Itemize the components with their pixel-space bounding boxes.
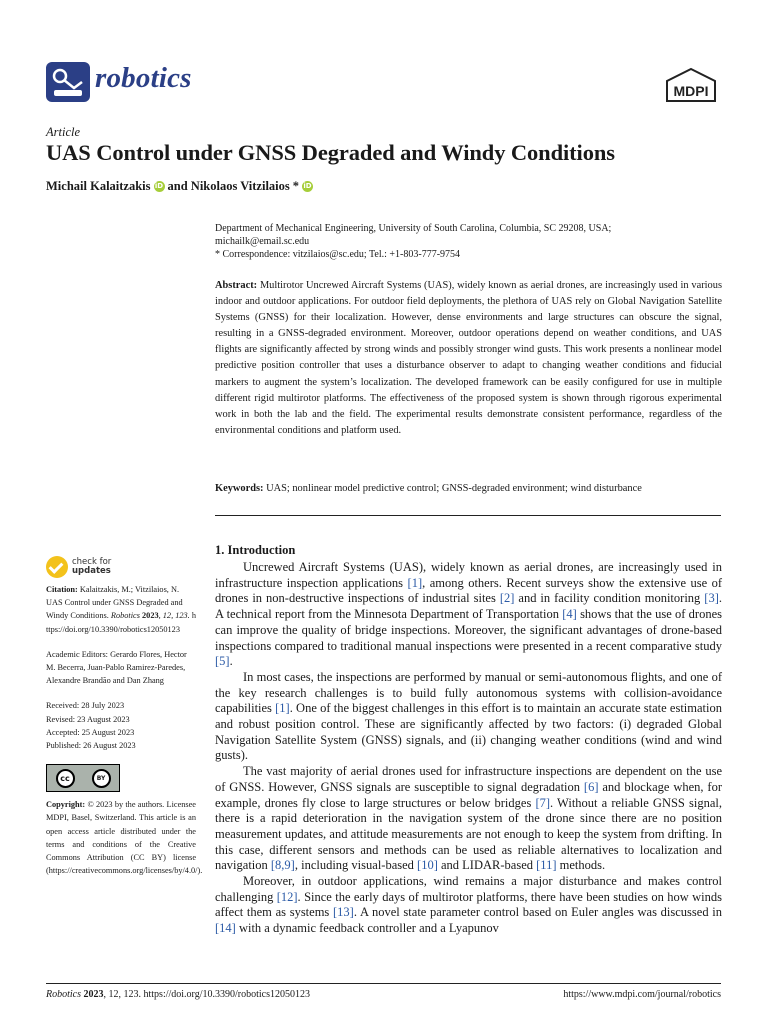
paragraph-text: and in facility condition monitoring	[514, 591, 705, 606]
journal-logo-icon	[46, 62, 90, 102]
reference-link[interactable]: [14]	[215, 921, 236, 936]
by-person-icon: BY	[92, 769, 111, 788]
paragraph-text: Uncrewed Aircraft Systems (UAS), widely known as aerial drones, are increasingly used in infrastructure inspection applications	[215, 560, 722, 590]
paragraph	[215, 874, 722, 937]
reference-link[interactable]: [5]	[215, 654, 230, 669]
reference-link[interactable]: [12]	[276, 889, 298, 904]
copyright-label: Copyright:	[46, 800, 86, 810]
updates-label: updates	[72, 566, 111, 576]
reference-link[interactable]: [13]	[332, 905, 354, 920]
paragraph-text: . One of the biggest challenges in this effort is to maintain an accurate state estimation and robust position control. These are significantly affected by two factors: (i) degraded Global Navigation Satellite System (GNSS) signals, and (ii) changing weather conditions (wind and wind gusts).	[215, 701, 723, 763]
paragraph-text: . Since the early days of multirotor platforms, there have been studies on how winds affect them as systems	[215, 889, 722, 920]
keywords-label: Keywords:	[215, 483, 264, 494]
keywords	[215, 483, 725, 494]
paragraph-text: . A technical report from the Minnesota Department of Transportation	[215, 591, 722, 622]
received-date: Received: 28 July 2023	[46, 701, 125, 711]
article-title: UAS Control under GNSS Degraded and Windy Conditions	[46, 140, 615, 165]
citation-text: Kalaitzakis, M.; Vitzilaios, N. UAS Control under GNSS Degraded and Windy Conditions.	[46, 585, 183, 621]
paragraph-text: methods.	[556, 858, 606, 873]
editors-text: Gerardo Flores, Hector M. Becerra, Juan-Pablo Ramirez-Paredes, Alexandre Brandão and Dan Zhang	[46, 649, 187, 686]
paragraph-text: .	[229, 654, 233, 669]
check-icon	[46, 556, 68, 578]
reference-link[interactable]: [10]	[417, 858, 438, 873]
affiliation-dept: Department of Mechanical Engineering, University of South Carolina, Columbia, SC 29208, USA;	[215, 223, 612, 234]
editors-label: Academic Editors:	[46, 649, 108, 659]
reference-link[interactable]: [6]	[583, 779, 599, 794]
cc-by-license-badge[interactable]	[46, 764, 120, 792]
cc-icon: cc	[56, 769, 75, 788]
paragraph-text: shows that the use of drones can improve the quality of bridge inspections. Moreover, the significant advantages of drone-based inspections compared to traditional manual inspections were presented in a recent comparative study	[215, 607, 722, 653]
reference-link[interactable]: [1]	[275, 701, 290, 716]
author-name[interactable]: Michail Kalaitzakis	[46, 179, 151, 193]
reference-link[interactable]: [3]	[704, 591, 719, 606]
paragraph-text: and blockage when, for example, drones fly close to large structures or below bridges	[215, 779, 722, 810]
footer-journal: Robotics	[46, 989, 81, 1000]
orcid-icon[interactable]: iD	[154, 182, 164, 190]
paragraph-text: . A novel state parameter control based on Euler angles was discussed in	[353, 905, 722, 920]
abstract-label: Abstract:	[215, 280, 258, 291]
citation-year: 2023	[142, 611, 159, 621]
keywords-text: UAS; nonlinear model predictive control; GNSS-degraded environment; wind disturbance	[266, 483, 642, 494]
divider	[46, 983, 721, 984]
footer-doi[interactable]: , 12, 123. https://doi.org/10.3390/robotics12050123	[103, 989, 310, 1000]
footer-year: 2023	[83, 989, 104, 1000]
reference-link[interactable]: [7]	[535, 795, 551, 810]
reference-link[interactable]: [8,9]	[270, 858, 295, 873]
paragraph-text: and LIDAR-based	[437, 858, 537, 873]
paragraph-text: with a dynamic feedback controller and a Lyapunov	[235, 921, 499, 936]
paragraph	[215, 764, 722, 874]
reference-link[interactable]: [2]	[499, 591, 515, 606]
paragraph-text: . Without a reliable GNSS signal, there is a rapid deterioration in the navigation system of the drone since there are no position measurement updates, and attitude measurements are not enough to keep the system from drifting. In this case, different sensors and methods can be used as reliable alternatives to localization and navigation	[215, 795, 722, 873]
orcid-icon[interactable]: iD	[303, 182, 312, 190]
reference-link[interactable]: [11]	[536, 858, 557, 873]
author-name[interactable]: and Nikolaos Vitzilaios	[167, 179, 290, 193]
abstract	[215, 278, 722, 439]
corresponding-mark: *	[292, 179, 300, 193]
citation-journal: Robotics	[110, 611, 140, 621]
journal-name: robotics	[95, 62, 192, 94]
copyright-text: © 2023 by the authors. Licensee MDPI, Basel, Switzerland. This article is an open access article distributed under the terms and conditions of the Creative Commons Attribution (CC BY) license (https://creativecommons.org/licenses/by/4.0/).	[46, 800, 203, 876]
citation-label: Citation:	[46, 585, 78, 594]
citation	[46, 583, 196, 636]
revised-date: Revised: 23 August 2023	[46, 714, 130, 724]
check-for-updates-button[interactable]	[46, 556, 196, 578]
citation-doi-link[interactable]: https://doi.org/10.3390/robotics12050123	[46, 611, 196, 634]
sidebar	[46, 556, 203, 877]
published-date: Published: 26 August 2023	[46, 741, 136, 751]
correspondence: * Correspondence: vitzilaios@sc.edu; Tel.: +1-803-777-9754	[215, 249, 461, 260]
paragraph-text: The vast majority of aerial drones used for infrastructure inspections are dependent on the use of GNSS. However, GNSS signals are susceptible to signal degradation	[215, 764, 722, 794]
paragraph-text: , among others. Recent surveys show the extensive use of drones in non-destructive inspections of industrial sites	[215, 575, 723, 606]
paragraph	[215, 560, 722, 670]
reference-link[interactable]: [4]	[562, 607, 577, 622]
dates	[46, 699, 196, 752]
author-email[interactable]: michailk@email.sc.edu	[215, 236, 310, 247]
affiliation	[215, 222, 725, 248]
mdpi-logo-icon	[663, 67, 719, 103]
paragraph-text: Moreover, in outdoor applications, wind remains a major disturbance and makes control challenging	[215, 874, 722, 904]
publisher-name: MDPI	[673, 83, 709, 99]
paragraph-text: In most cases, the inspections are performed by manual or semi-autonomous flights, and one of the key research challenges is to build fully autonomous systems with collision-avoidance capabilities	[215, 669, 722, 716]
paragraph	[215, 670, 722, 764]
divider	[215, 515, 721, 516]
check-label: check for	[72, 557, 112, 567]
copyright	[46, 798, 203, 877]
article-type: Article	[46, 125, 81, 139]
paragraph-text: , including visual-based	[294, 858, 418, 873]
abstract-text: Multirotor Uncrewed Aircraft Systems (UAS), widely known as aerial drones, are increasingly used in various indoor and outdoor applications. For outdoor field deployments, the plethora of UAS rely on Global Navigation Satellite Systems (GNSS) for their localization. However, dense environments and large structures can obscure the signal, resulting in a GNSS-degraded environment. Moreover, outdoor operations depend on weather conditions, and UAS flights are significantly affected by strong winds and possibly stronger wind gusts. This work presents a nonlinear model predictive position controller that uses a disturbance observer to adapt to changing weather conditions and fiducial markers to augment the system’s localization. The developed framework can be easily configured for use in multiple different rigid multirotor platforms. The effectiveness of the proposed system is shown through rigorous experimental work in both the lab and the field. The experimental results demonstrate consistent performance, regardless of the environmental conditions and platform used.	[215, 280, 722, 436]
footer-citation	[46, 989, 310, 1000]
introduction-body	[215, 560, 722, 937]
author-list	[46, 179, 316, 194]
section-heading: 1. Introduction	[215, 543, 296, 557]
citation-volume: , 12, 123.	[158, 611, 190, 621]
reference-link[interactable]: [1]	[407, 575, 423, 590]
footer-journal-url[interactable]: https://www.mdpi.com/journal/robotics	[563, 989, 721, 1000]
academic-editors	[46, 648, 196, 688]
accepted-date: Accepted: 25 August 2023	[46, 727, 135, 737]
